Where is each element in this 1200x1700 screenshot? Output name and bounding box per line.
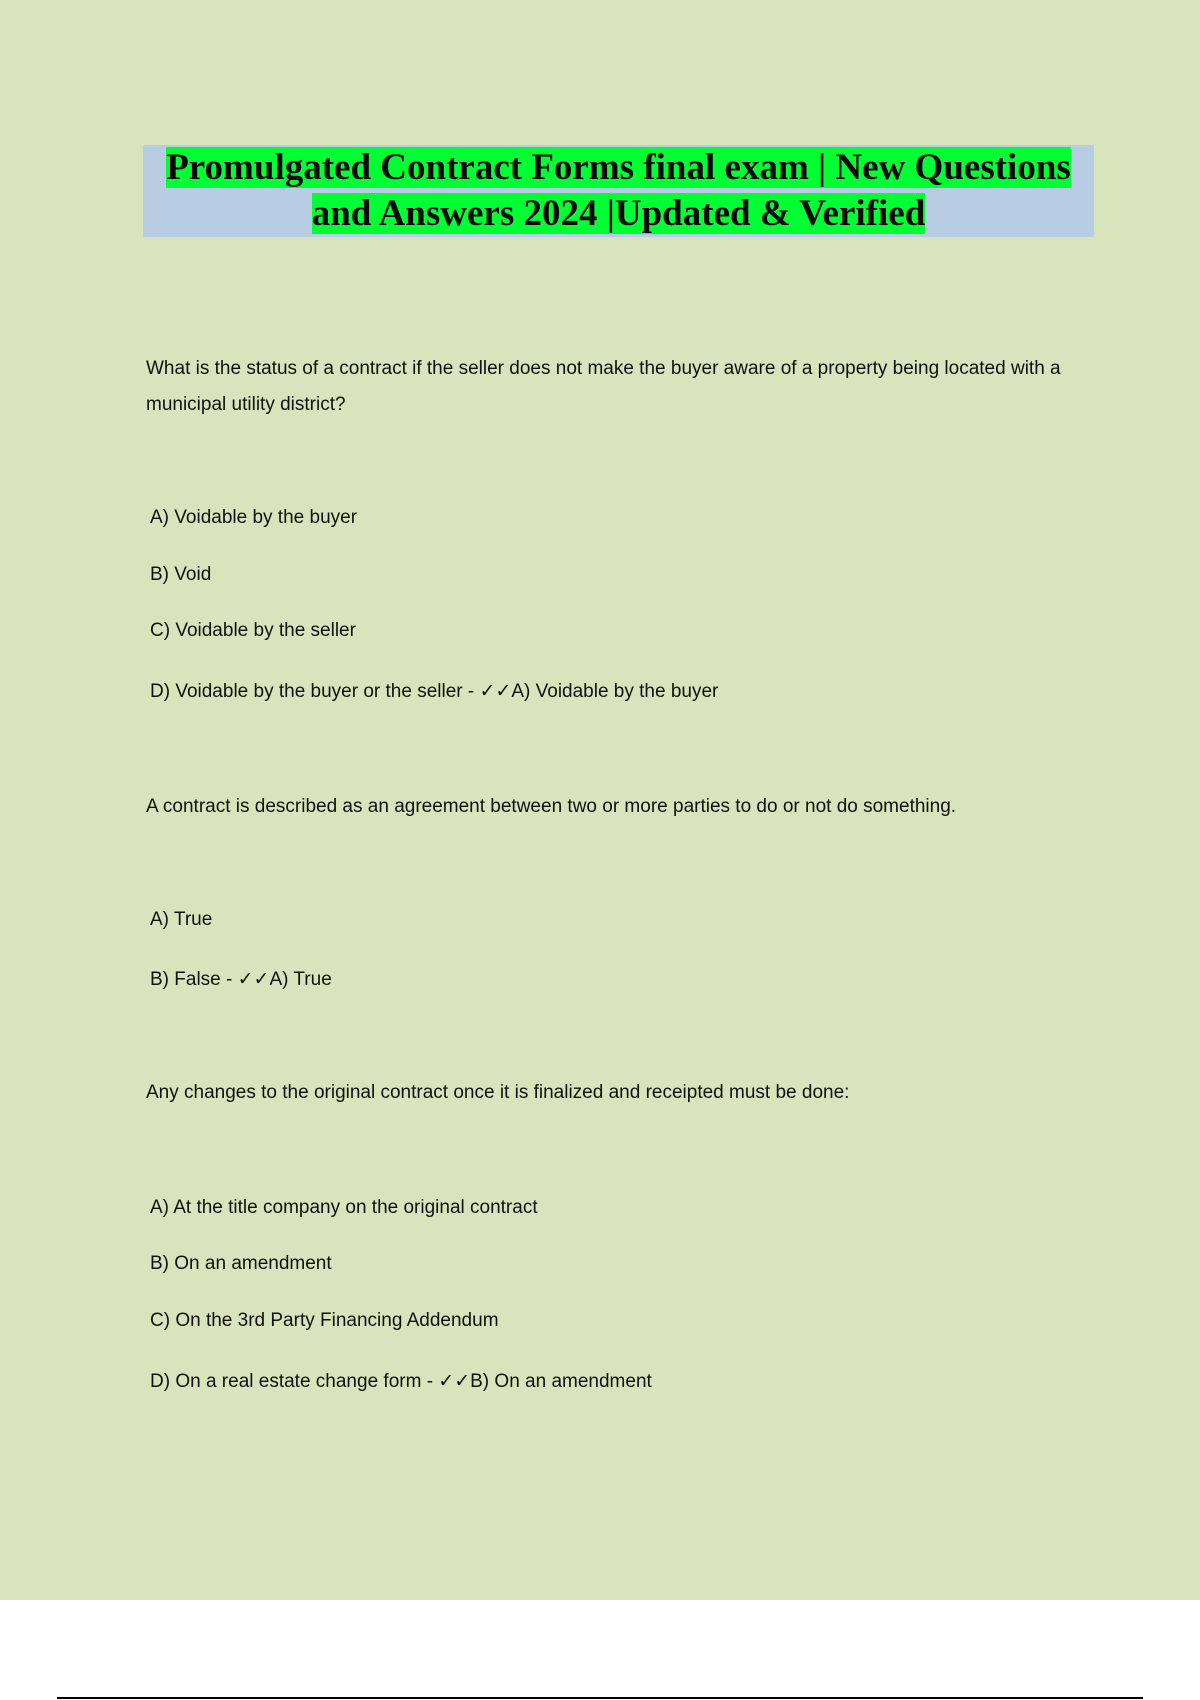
question-1-option-d-answer: D) Voidable by the buyer or the seller - ✓✓A) Voidable by the buyer [150,681,719,702]
question-2-option-b-answer: B) False - ✓✓A) True [150,969,332,990]
document-title: Promulgated Contract Forms final exam | New Questions and Answers 2024 |Updated & Verified [166,147,1071,234]
question-1-option-a: A) Voidable by the buyer [150,507,358,528]
question-1-option-c: C) Voidable by the seller [150,620,356,641]
question-1-prompt: What is the status of a contract if the seller does not make the buyer aware of a property being located with a municipal utility district? [146,358,1061,415]
question-2-option-a: A) True [150,909,213,930]
footer-divider [57,1697,1143,1699]
question-3-option-d-answer: D) On a real estate change form - ✓✓B) On an amendment [150,1371,652,1392]
question-1-option-b: B) Void [150,564,212,585]
question-3-option-a: A) At the title company on the original contract [150,1197,538,1218]
question-2-prompt: A contract is described as an agreement between two or more parties to do or not do something. [146,796,957,817]
question-3-option-c: C) On the 3rd Party Financing Addendum [150,1310,499,1331]
title-block [143,145,1094,237]
question-3-option-b: B) On an amendment [150,1253,332,1274]
question-3-prompt: Any changes to the original contract once it is finalized and receipted must be done: [146,1082,850,1103]
